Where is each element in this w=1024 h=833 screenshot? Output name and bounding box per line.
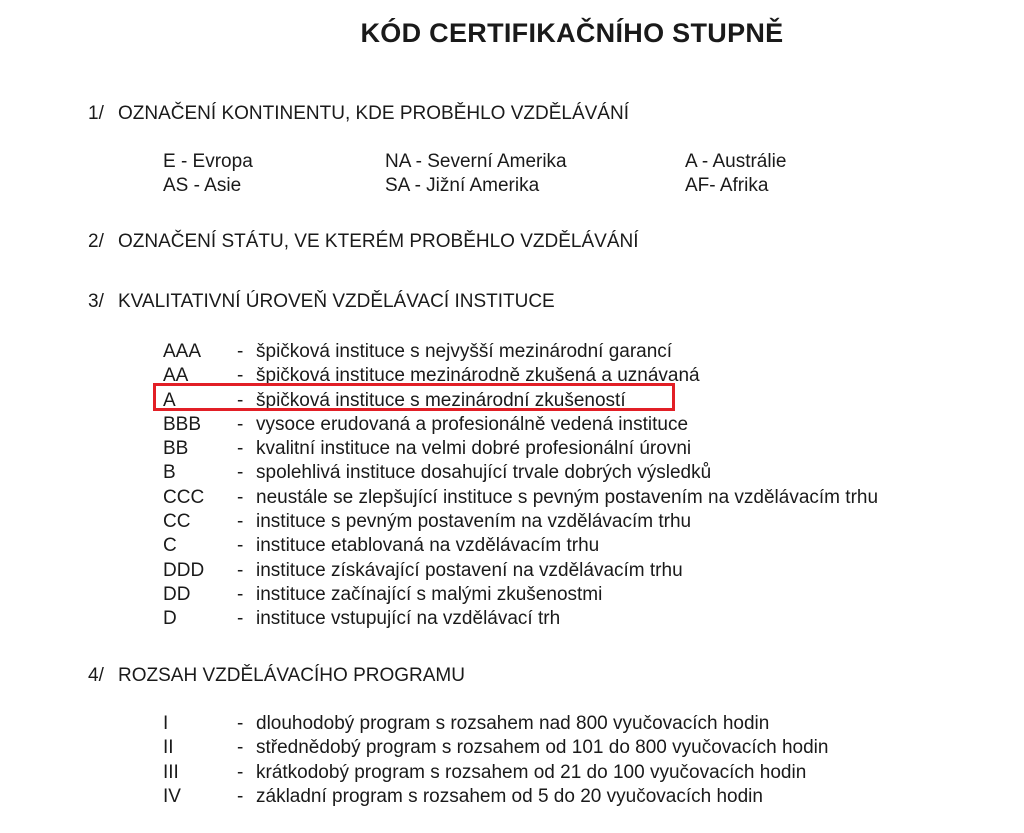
dash: - — [237, 535, 244, 557]
dash: - — [237, 413, 244, 435]
dash: - — [237, 389, 244, 411]
page-title: KÓD CERTIFIKAČNÍHO STUPNĚ — [360, 18, 784, 48]
section-title: OZNAČENÍ STÁTU, VE KTERÉM PROBĚHLO VZDĚLÁVÁNÍ — [118, 231, 639, 252]
level-description: instituce s pevným postavením na vzdělávacím trhu — [256, 511, 692, 533]
continent-code: AS - Asie — [163, 175, 242, 196]
program-scope-list — [163, 712, 963, 809]
scope-code: II — [163, 737, 174, 759]
level-description: instituce začínající s malými zkušenostmi — [256, 583, 603, 605]
continent-code: A - Austrálie — [685, 151, 787, 172]
level-code: CCC — [163, 486, 205, 508]
level-description: instituce etablovaná na vzdělávacím trhu — [256, 535, 600, 557]
section-number: 2/ — [88, 231, 104, 252]
level-description: vysoce erudovaná a profesionálně vedená instituce — [256, 413, 689, 435]
continent-code: NA - Severní Amerika — [385, 151, 567, 172]
dash: - — [237, 438, 244, 460]
scope-code: IV — [163, 785, 181, 807]
section-1-heading — [88, 103, 629, 125]
list-item — [163, 785, 963, 809]
level-code: C — [163, 535, 177, 557]
section-number: 3/ — [88, 291, 104, 312]
list-item — [163, 413, 963, 437]
dash: - — [237, 713, 244, 734]
level-description: instituce vstupující na vzdělávací trh — [256, 608, 561, 630]
list-item — [163, 534, 963, 558]
dash: - — [237, 737, 244, 759]
level-description: neustále se zlepšující instituce s pevným postavením na vzdělávacím trhu — [256, 486, 879, 508]
continent-code: SA - Jižní Amerika — [385, 175, 540, 196]
section-4-heading — [88, 665, 465, 687]
level-code: DD — [163, 583, 191, 605]
dash: - — [237, 511, 244, 533]
list-item — [163, 486, 963, 510]
level-description: špičková instituce s nejvyšší mezinárodní garancí — [256, 341, 673, 362]
continent-code: E - Evropa — [163, 151, 253, 172]
section-number: 1/ — [88, 103, 104, 124]
scope-code: III — [163, 761, 179, 783]
level-code: B — [163, 462, 176, 484]
level-code: AA — [163, 365, 189, 387]
level-description: špičková instituce s mezinárodní zkušeností — [256, 389, 626, 411]
section-2-heading — [88, 231, 639, 253]
level-description: špičková instituce mezinárodně zkušená a uznávaná — [256, 365, 700, 387]
dash: - — [237, 365, 244, 387]
dash: - — [237, 341, 244, 362]
level-code: AAA — [163, 341, 202, 362]
scope-description: dlouhodobý program s rozsahem nad 800 vyučovacích hodin — [256, 713, 770, 734]
dash: - — [237, 559, 244, 581]
list-item — [163, 607, 963, 631]
section-3-heading — [88, 291, 555, 313]
scope-description: krátkodobý program s rozsahem od 21 do 100 vyučovacích hodin — [256, 761, 807, 783]
level-code: DDD — [163, 559, 205, 581]
list-item — [163, 583, 963, 607]
dash: - — [237, 761, 244, 783]
list-item — [163, 761, 963, 785]
list-item — [163, 712, 963, 736]
level-description: kvalitní instituce na velmi dobré profesionální úrovni — [256, 438, 692, 460]
scope-code: I — [163, 713, 169, 734]
list-item — [163, 559, 963, 583]
list-item — [163, 736, 963, 760]
dash: - — [237, 785, 244, 807]
list-item — [163, 340, 963, 364]
list-item — [163, 510, 963, 534]
dash: - — [237, 486, 244, 508]
dash: - — [237, 462, 244, 484]
level-code: BB — [163, 438, 189, 460]
level-code: BBB — [163, 413, 202, 435]
dash: - — [237, 583, 244, 605]
list-item — [163, 437, 963, 461]
level-code: CC — [163, 511, 191, 533]
level-description: instituce získávající postavení na vzdělávacím trhu — [256, 559, 683, 581]
level-code: D — [163, 608, 177, 630]
dash: - — [237, 608, 244, 630]
scope-description: střednědobý program s rozsahem od 101 do 800 vyučovacích hodin — [256, 737, 829, 759]
scope-description: základní program s rozsahem od 5 do 20 vyučovacích hodin — [256, 785, 763, 807]
continent-code: AF- Afrika — [685, 175, 769, 196]
section-title: ROZSAH VZDĚLÁVACÍHO PROGRAMU — [118, 665, 465, 686]
level-description: spolehlivá instituce dosahující trvale dobrých výsledků — [256, 462, 712, 484]
level-code: A — [163, 389, 176, 411]
section-title: KVALITATIVNÍ ÚROVEŇ VZDĚLÁVACÍ INSTITUCE — [118, 291, 555, 312]
list-item — [163, 461, 963, 485]
highlight-box — [153, 383, 675, 411]
section-number: 4/ — [88, 665, 104, 686]
section-title: OZNAČENÍ KONTINENTU, KDE PROBĚHLO VZDĚLÁVÁNÍ — [118, 103, 629, 124]
